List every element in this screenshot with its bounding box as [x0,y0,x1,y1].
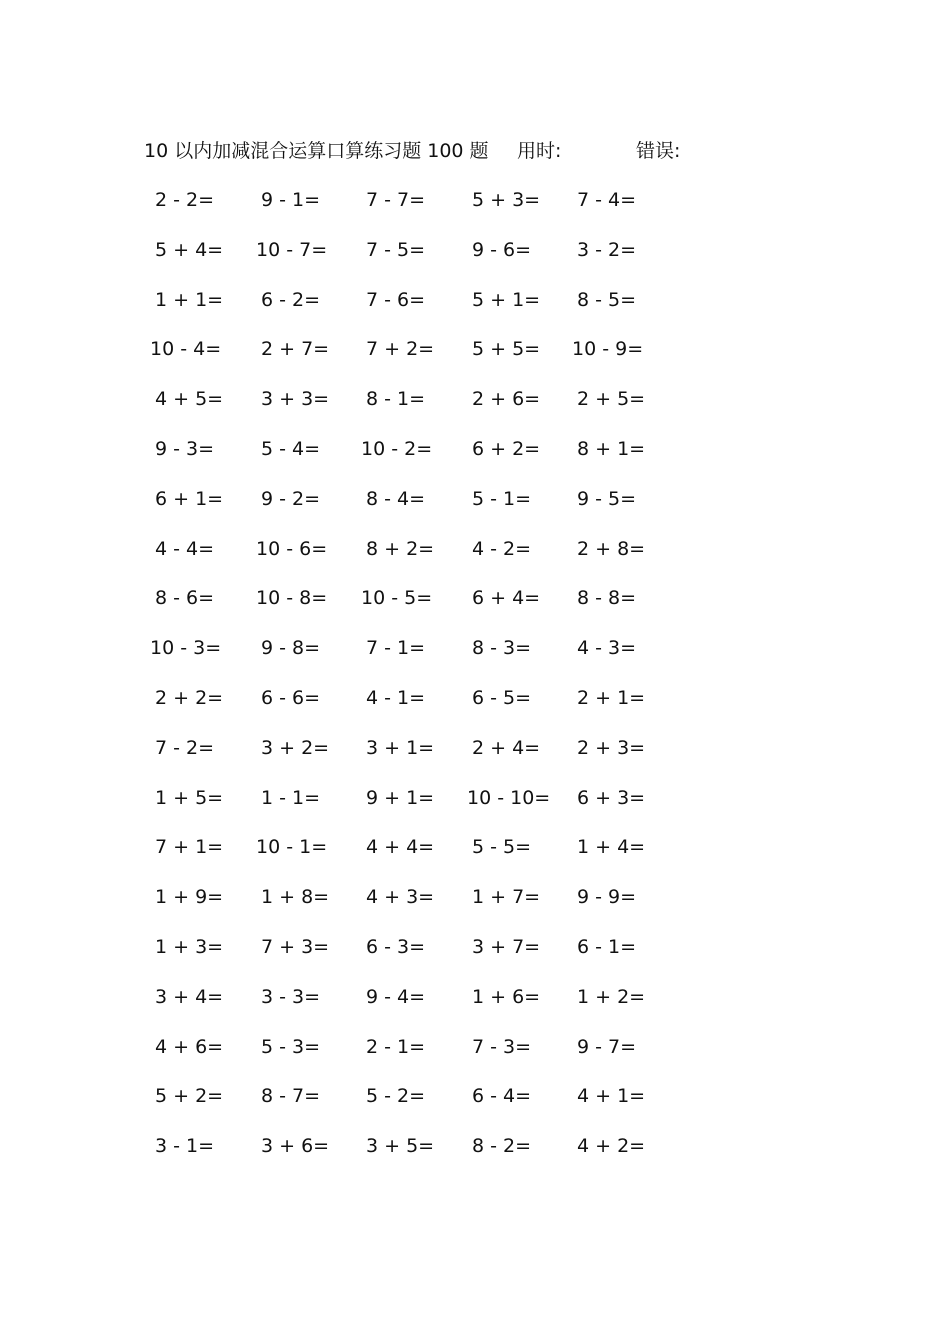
problem-item: 9 - 5= [577,487,637,510]
problem-item: 6 - 3= [366,936,426,958]
problem-item: 5 - 4= [261,438,321,460]
problem-item: 3 + 4= [155,985,224,1008]
problem-item: 3 + 2= [261,736,330,759]
problem-item: 5 + 5= [472,338,541,361]
problem-item: 6 - 4= [472,1085,532,1108]
problem-item: 3 + 5= [366,1135,435,1158]
problem-item: 7 - 4= [577,189,637,211]
problem-item: 4 + 1= [577,1085,646,1108]
problem-item: 10 - 7= [256,238,328,261]
problem-item: 8 - 7= [261,1085,321,1108]
problem-item: 6 - 6= [261,687,321,709]
problem-item: 8 - 2= [472,1135,532,1158]
problem-item: 6 + 4= [472,587,541,610]
problem-item: 10 - 10= [467,786,551,809]
problem-item: 5 - 5= [472,836,532,859]
problem-item: 10 - 9= [572,338,644,361]
problem-item: 7 - 5= [366,238,426,261]
problem-item: 7 - 6= [366,288,426,311]
problem-item: 3 - 3= [261,985,321,1008]
problem-item: 5 + 2= [155,1085,224,1108]
problem-item: 9 - 1= [261,189,321,211]
problem-item: 10 - 3= [150,637,222,660]
problem-item: 6 - 1= [577,936,637,958]
problem-item: 9 - 2= [261,487,321,510]
problem-item: 3 + 7= [472,936,541,958]
problem-item: 2 + 1= [577,687,646,709]
problem-item: 4 + 6= [155,1035,224,1058]
problem-item: 3 + 6= [261,1135,330,1158]
problem-item: 10 - 1= [256,836,328,859]
problem-item: 3 - 2= [577,238,637,261]
problem-item: 1 + 3= [155,936,224,958]
problem-item: 4 + 2= [577,1135,646,1158]
problem-item: 9 - 9= [577,886,637,909]
problem-item: 7 + 1= [155,836,224,859]
problem-item: 10 - 4= [150,338,222,361]
problem-item: 7 - 1= [366,637,426,660]
problem-item: 6 + 1= [155,487,224,510]
problem-item: 10 - 2= [361,438,433,460]
problem-item: 9 - 6= [472,238,532,261]
problem-item: 1 + 6= [472,985,541,1008]
problem-item: 4 + 4= [366,836,435,859]
problem-item: 5 - 2= [366,1085,426,1108]
problem-item: 8 + 1= [577,438,646,460]
problem-item: 5 + 1= [472,288,541,311]
problem-item: 3 - 1= [155,1135,215,1158]
problem-item: 1 + 4= [577,836,646,859]
problem-item: 7 - 2= [155,736,215,759]
problem-item: 8 - 3= [472,637,532,660]
problem-item: 3 + 3= [261,388,330,411]
problem-item: 1 + 2= [577,985,646,1008]
problem-item: 2 + 3= [577,736,646,759]
problem-item: 6 + 2= [472,438,541,460]
problem-item: 2 - 2= [155,189,215,211]
problem-item: 8 - 1= [366,388,426,411]
problem-item: 8 + 2= [366,537,435,560]
time-label: 用时: [517,140,562,162]
problem-item: 2 + 2= [155,687,224,709]
problem-item: 9 - 3= [155,438,215,460]
problem-item: 2 + 7= [261,338,330,361]
problem-item: 1 + 8= [261,886,330,909]
problem-item: 9 - 8= [261,637,321,660]
problem-item: 8 - 5= [577,288,637,311]
problem-item: 7 + 2= [366,338,435,361]
problem-item: 5 + 4= [155,238,224,261]
problem-item: 10 - 5= [361,587,433,610]
problem-item: 10 - 8= [256,587,328,610]
problem-item: 7 - 7= [366,189,426,211]
problem-item: 5 - 1= [472,487,532,510]
problem-item: 5 + 3= [472,189,541,211]
problem-item: 4 - 1= [366,687,426,709]
problem-item: 1 - 1= [261,786,321,809]
problem-item: 4 - 2= [472,537,532,560]
problem-item: 2 + 8= [577,537,646,560]
problem-item: 4 - 3= [577,637,637,660]
problem-item: 8 - 8= [577,587,637,610]
errors-label: 错误: [636,140,681,162]
problem-item: 6 - 2= [261,288,321,311]
worksheet-title: 10 以内加减混合运算口算练习题 100 题 [144,140,489,162]
problem-item: 2 + 5= [577,388,646,411]
problem-item: 4 + 5= [155,388,224,411]
problem-item: 2 + 6= [472,388,541,411]
problem-item: 4 - 4= [155,537,215,560]
problem-item: 1 + 5= [155,786,224,809]
problem-item: 1 + 7= [472,886,541,909]
problem-item: 7 + 3= [261,936,330,958]
problem-item: 2 + 4= [472,736,541,759]
problem-item: 1 + 1= [155,288,224,311]
problem-item: 3 + 1= [366,736,435,759]
problem-item: 9 + 1= [366,786,435,809]
problem-item: 9 - 7= [577,1035,637,1058]
problem-item: 8 - 6= [155,587,215,610]
problem-item: 6 + 3= [577,786,646,809]
problem-item: 5 - 3= [261,1035,321,1058]
problem-item: 9 - 4= [366,985,426,1008]
problem-item: 10 - 6= [256,537,328,560]
problem-item: 1 + 9= [155,886,224,909]
problem-item: 2 - 1= [366,1035,426,1058]
problem-item: 6 - 5= [472,687,532,709]
problem-item: 4 + 3= [366,886,435,909]
problem-item: 7 - 3= [472,1035,532,1058]
problem-item: 8 - 4= [366,487,426,510]
